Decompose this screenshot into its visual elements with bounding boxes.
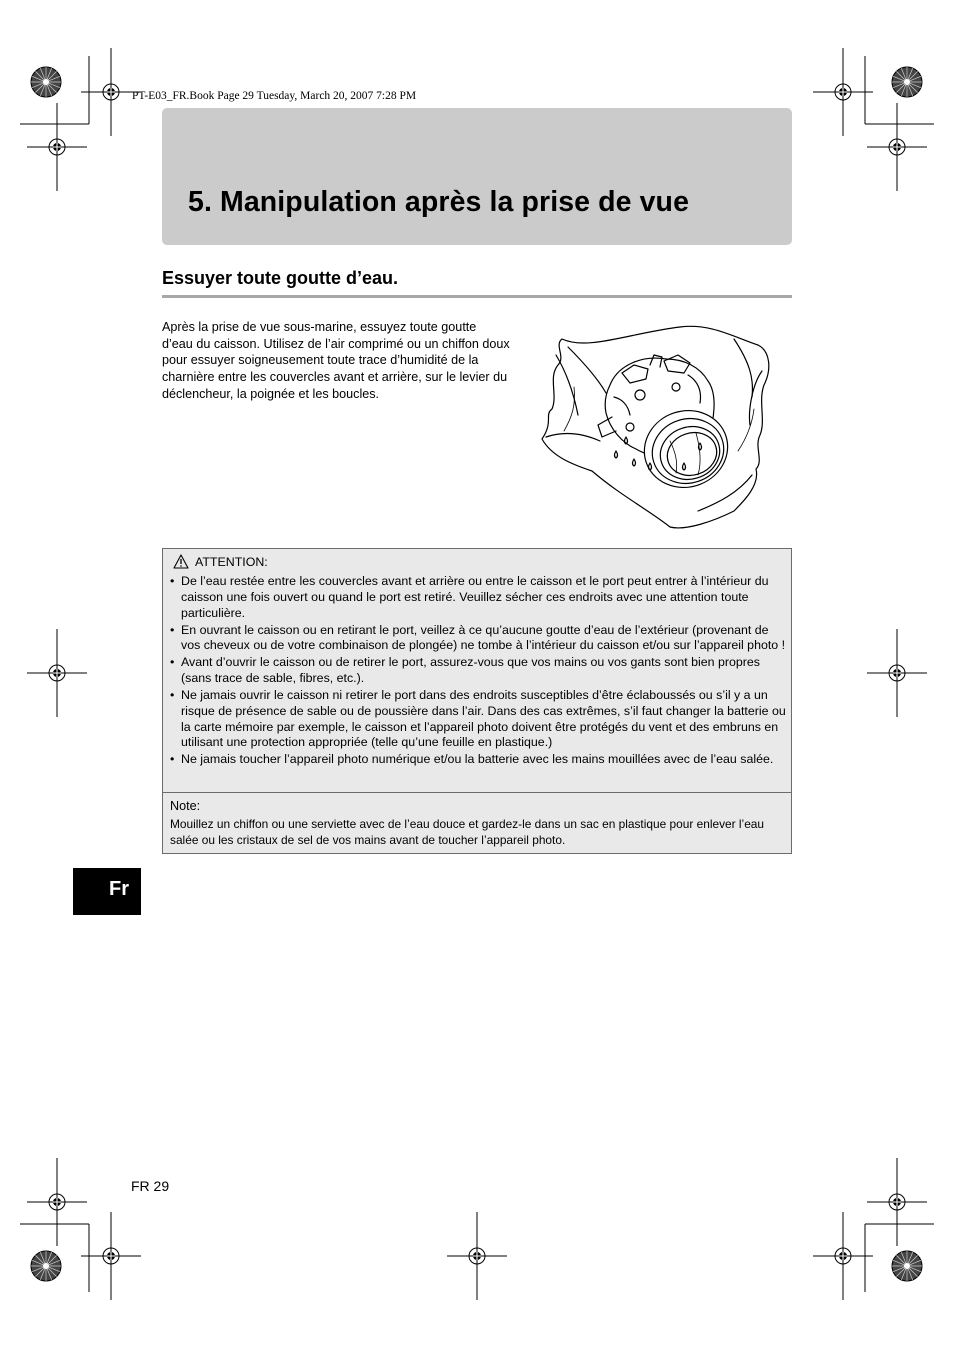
registration-mark <box>27 629 87 717</box>
bullet: • <box>170 574 175 588</box>
attention-label: ATTENTION: <box>195 554 268 569</box>
registration-mark <box>27 103 87 191</box>
attention-item-text: Ne jamais toucher l’appareil photo numérique et/ou la batterie avec les mains mouillées avec de l’eau salée. <box>181 752 774 767</box>
registration-mark <box>447 1212 507 1300</box>
book-header-slug: PT-E03_FR.Book Page 29 Tuesday, March 20, 2007 7:28 PM <box>132 90 417 102</box>
attention-header <box>173 554 268 569</box>
chapter-title: 5. Manipulation après la prise de vue <box>188 186 690 218</box>
registration-star-top-left <box>31 67 61 97</box>
warning-triangle-icon <box>173 554 189 569</box>
attention-box <box>162 548 792 854</box>
note-divider <box>163 792 791 793</box>
bullet: • <box>170 655 175 670</box>
intro-paragraph: Après la prise de vue sous-marine, essuyez toute goutte d’eau du caisson. Utilisez de l’air comprimé ou un chiffon doux pour essuyer soigneusement toute trace d’humidité de la charnière entre les couvercles avant et arrière, sur le levier du déclencheur, la poignée et les boucles. <box>162 320 510 401</box>
registration-star-bottom-left <box>31 1251 61 1281</box>
registration-star-bottom-right <box>892 1251 922 1281</box>
attention-item <box>170 752 786 768</box>
attention-item-text: De l’eau restée entre les couvercles avant et arrière ou entre le caisson et le port peut entrer à l’intérieur du caisson une fois ouvert ou quand le port est retiré. Veuillez sécher ces endroits avec une attention toute particulière. <box>181 574 769 620</box>
language-tab-label: Fr <box>109 878 129 900</box>
registration-mark <box>867 103 927 191</box>
attention-item <box>170 688 786 751</box>
registration-mark <box>81 1212 141 1300</box>
registration-star-top-right <box>892 67 922 97</box>
registration-mark <box>813 48 873 136</box>
chapter-title-band <box>162 108 792 245</box>
bullet: • <box>170 622 175 637</box>
registration-mark <box>867 1158 927 1246</box>
attention-item-text: En ouvrant le caisson ou en retirant le port, veillez à ce qu’aucune goutte d’eau de l’extérieur (provenant de vos cheveux ou de votre combinaison de plongée) ne tombe à l’intérieur du caisson et/ou sur l’appareil photo ! <box>181 622 786 653</box>
bullet: • <box>170 687 175 702</box>
camera-housing-drying-illustration <box>538 325 786 533</box>
section-heading: Essuyer toute goutte d’eau. <box>162 268 399 288</box>
attention-item <box>170 623 786 655</box>
page-number: FR 29 <box>131 1178 170 1194</box>
attention-item <box>170 655 786 687</box>
registration-mark <box>867 629 927 717</box>
registration-mark <box>813 1212 873 1300</box>
note-label: Note: <box>170 799 201 813</box>
attention-item-text: Ne jamais ouvrir le caisson ni retirer le port dans des endroits susceptibles d’être éclaboussés ou s’il y a un risque de présence de sable ou de poussière dans l’air. Dans des cas extrêmes, s’il faut changer la batterie ou la carte mémoire par exemple, le caisson et l’appareil photo doivent être protégés du vent et des embruns en utilisant une protection appropriée (telle qu’une feuille en plastique.) <box>181 687 786 750</box>
registration-mark <box>27 1158 87 1246</box>
attention-list <box>170 574 786 769</box>
section-divider <box>162 295 792 298</box>
note-text: Mouillez un chiffon ou une serviette avec de l’eau douce et gardez-le dans un sac en plastique pour enlever l’eau salée ou les cristaux de sel de vos mains avant de toucher l’appareil photo. <box>170 817 765 847</box>
attention-item-text: Avant d’ouvrir le caisson ou de retirer le port, assurez-vous que vos mains ou vos gants sont bien propres (sans trace de sable, fibres, etc.). <box>181 655 760 686</box>
bullet: • <box>170 752 175 767</box>
attention-item <box>170 574 786 622</box>
language-tab <box>73 868 141 915</box>
